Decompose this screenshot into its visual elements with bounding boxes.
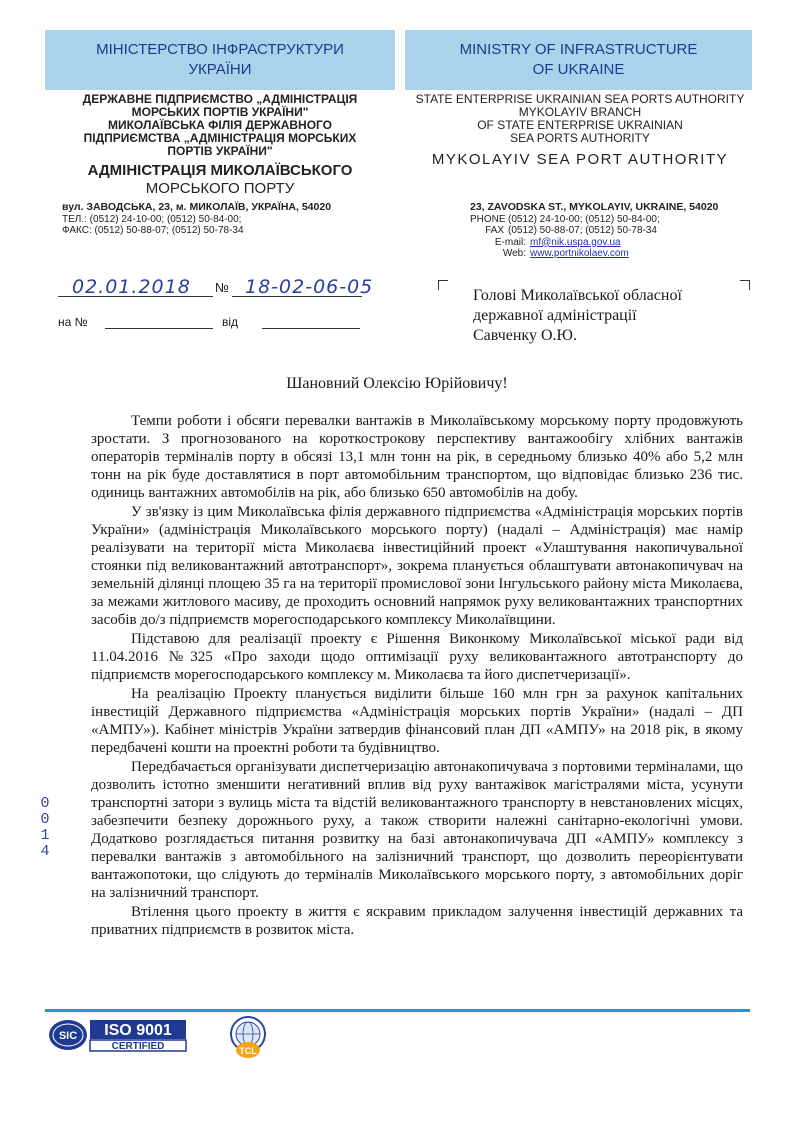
stamp-digit: 1 [40,827,50,844]
iso-certification-logo [48,1017,188,1053]
org-ua-line: МОРСЬКИХ ПОРТІВ УКРАЇНИ" [131,105,309,119]
web-label: Web: [502,248,526,259]
ua-ministry-line2: УКРАЇНИ [188,61,252,78]
org-name-en [410,93,750,169]
recipient-line: державної адміністрації [473,307,637,324]
header-ua-ministry [45,30,395,90]
date-underline [58,296,213,297]
address-ua [62,202,382,237]
org-ua-line: МИКОЛАЇВСЬКА ФІЛІЯ ДЕРЖАВНОГО [107,118,333,132]
registration-number: 18-02-06-05 [245,276,374,298]
certified-text: CERTIFIED [111,1041,165,1052]
footer-line [45,1009,750,1012]
street-ua: вул. ЗАВОДСЬКА, 23, м. МИКОЛАЇВ, УКРАЇНА, 54020 [62,201,332,213]
paragraph: Підставою для реалізації проекту є Рішення Виконкому Миколаївської міської ради від 11.04.2016 №325 «Про заходи щодо оптимізації руху великовантажного автотранспорту до підприємств морегосподарського комплексу м. Миколаєва та його диспетчеризації». [91,631,743,683]
phone-label: PHONE [470,213,506,225]
recipient-corner-right [740,280,750,290]
org-en-line: MYKOLAYIV BRANCH [518,105,642,119]
phone-row [470,214,750,226]
stamp-digit: 4 [40,843,50,860]
org-en-line: OF STATE ENTERPRISE UKRAINIAN [477,118,683,132]
fax-ua: ФАКС: (0512) 50-88-07; (0512) 50-78-34 [62,225,244,236]
paragraph: Передбачається організувати диспетчеризацію автонакопичувача з портовими терміналами, що дозволить істотно зменшити негативний вплив від руху вантажівок магістралями міста, усунути транспортні затори з вулиць міста та відстій великовантажного транспорту в невстановлених місцях, забезпечити безпеку дорожнього руху, а також створити належні санітарно-екологічні умови. Додатково розглядається питання розвитку на базі автонакопичувача ДП «АМПУ» комплексу з перевалки вантажів з автомобільного на залізничний транспорт, що дозволить переорієнтувати вантажопотоки, що слідують до терміналів Миколаївського морського порту, з автомобільних доріг на залізничний транспорт. [91,759,743,901]
recipient-line: Голові Миколаївської обласної [473,287,682,304]
letter-body [91,412,743,939]
paragraph: У зв'язку із цим Миколаївська філія державного підприємства «Адміністрація морських портів України» (адміністрація Миколаївського морського порту) (надалі – Адміністрація) має намір реалізувати на території міста Миколаєва інвестиційний проект «Улаштування накопичувальної стоянки під великовантажний автотранспорт», зокрема планується облаштувати автонакопичувач на земельній ділянці площею 35 га на території промислової зони Інгульського району міста Миколаєва, за межами житлового масиву, де проходить основний напрямок руху великовантажних транспортних засобів до/з підприємств морегосподарського комплексу Миколаївщини. [91,504,743,628]
org-en-line: SEA PORTS AUTHORITY [510,131,650,145]
en-ministry-line2: OF UKRAINE [532,61,625,78]
phone-value: (0512) 24-10-00; (0512) 50-84-00; [508,213,660,225]
web-link[interactable]: www.portnikolaev.com [530,248,629,259]
recipient-line: Савченку О.Ю. [473,327,577,344]
iso-text: ISO 9001 [104,1022,172,1039]
email-link[interactable]: mf@nik.uspa.gov.ua [530,236,621,248]
ua-ministry-line1: МІНІСТЕРСТВО ІНФРАСТРУКТУРИ [96,41,344,58]
email-row [470,237,750,249]
org-ua-line: ДЕРЖАВНЕ ПІДПРИЄМСТВО „АДМІНІСТРАЦІЯ [82,92,358,106]
paragraph: Темпи роботи і обсяги перевалки вантажів в Миколаївському морському порту продовжують зростати. З прогнозованого на короткострокову перспективу вантажообігу хлібних вантажів операторів терміналів порту в обсязі 13,1 млн тонн на рік, в середньому близько 40% або 5,2 млн тонн на рік буде доставлятися в порт автомобільним транспортом, що відповідає близько 236 тис. одиниць вантажних автомобілів на рік, або близько 650 автомобілів на добу. [91,413,743,501]
port-authority-ua: АДМІНІСТРАЦІЯ МИКОЛАЇВСЬКОГО [87,162,353,179]
recipient-corner-left [438,280,448,290]
stamp-digit: 0 [40,811,50,828]
number-sign: № [215,280,229,295]
fax-row [470,225,750,237]
paragraph: Втілення цього проекту в життя є яскравим прикладом залучення інвестицій державних та приватних підприємств в розвиток міста. [91,904,743,938]
org-name-ua [55,93,385,198]
on-number-field [105,328,213,329]
street-en: 23, ZAVODSKA ST., MYKOLAYIV, UKRAINE, 54020 [470,201,719,213]
tcl-text: TCL [239,1046,257,1056]
org-en-line: STATE ENTERPRISE UKRAINIAN SEA PORTS AUTHORITY [415,92,745,106]
sic-text: SIC [58,1030,78,1042]
recipient-block [473,286,682,346]
port-authority-ua-2: МОРСЬКОГО ПОРТУ [145,180,295,197]
from-label: від [222,315,239,329]
address-en [470,202,750,260]
tcl-logo [218,1014,278,1060]
fax-label: FAX [485,225,504,236]
on-number-label: на № [58,315,88,329]
salutation: Шановний Олексію Юрійовичу! [286,375,508,392]
port-authority-en: MYKOLAYIV SEA PORT AUTHORITY [431,151,729,168]
org-ua-line: ПОРТІВ УКРАЇНИ" [167,144,273,158]
en-ministry-line1: MINISTRY OF INFRASTRUCTURE [459,41,698,58]
paragraph: На реалізацію Проекту планується виділити більше 160 млн грн за рахунок капітальних інвестицій Державного підприємства «Адміністрація морських портів України» (надалі – ДП «АМПУ»). Кабінет міністрів України затвердив фінансовий план ДП «АМПУ» на 2018 рік, в якому передбачені кошти на проектні роботи та будівництво. [91,686,743,756]
tel-ua: ТЕЛ.: (0512) 24-10-00; (0512) 50-84-00; [62,213,242,225]
email-label: E-mail: [494,236,526,248]
web-row [470,248,750,260]
number-underline [232,296,362,297]
registration-date: 02.01.2018 [72,276,191,298]
stamp-digit: 0 [40,795,50,812]
fax-value: (0512) 50-88-07; (0512) 50-78-34 [508,225,657,236]
iso-9001-icon [48,1017,188,1053]
stamp-number [30,796,60,860]
from-field [262,328,360,329]
org-ua-line: ПІДПРИЄМСТВА „АДМІНІСТРАЦІЯ МОРСЬКИХ [83,131,357,145]
tcl-globe-icon [218,1014,278,1060]
header-en-ministry [405,30,752,90]
